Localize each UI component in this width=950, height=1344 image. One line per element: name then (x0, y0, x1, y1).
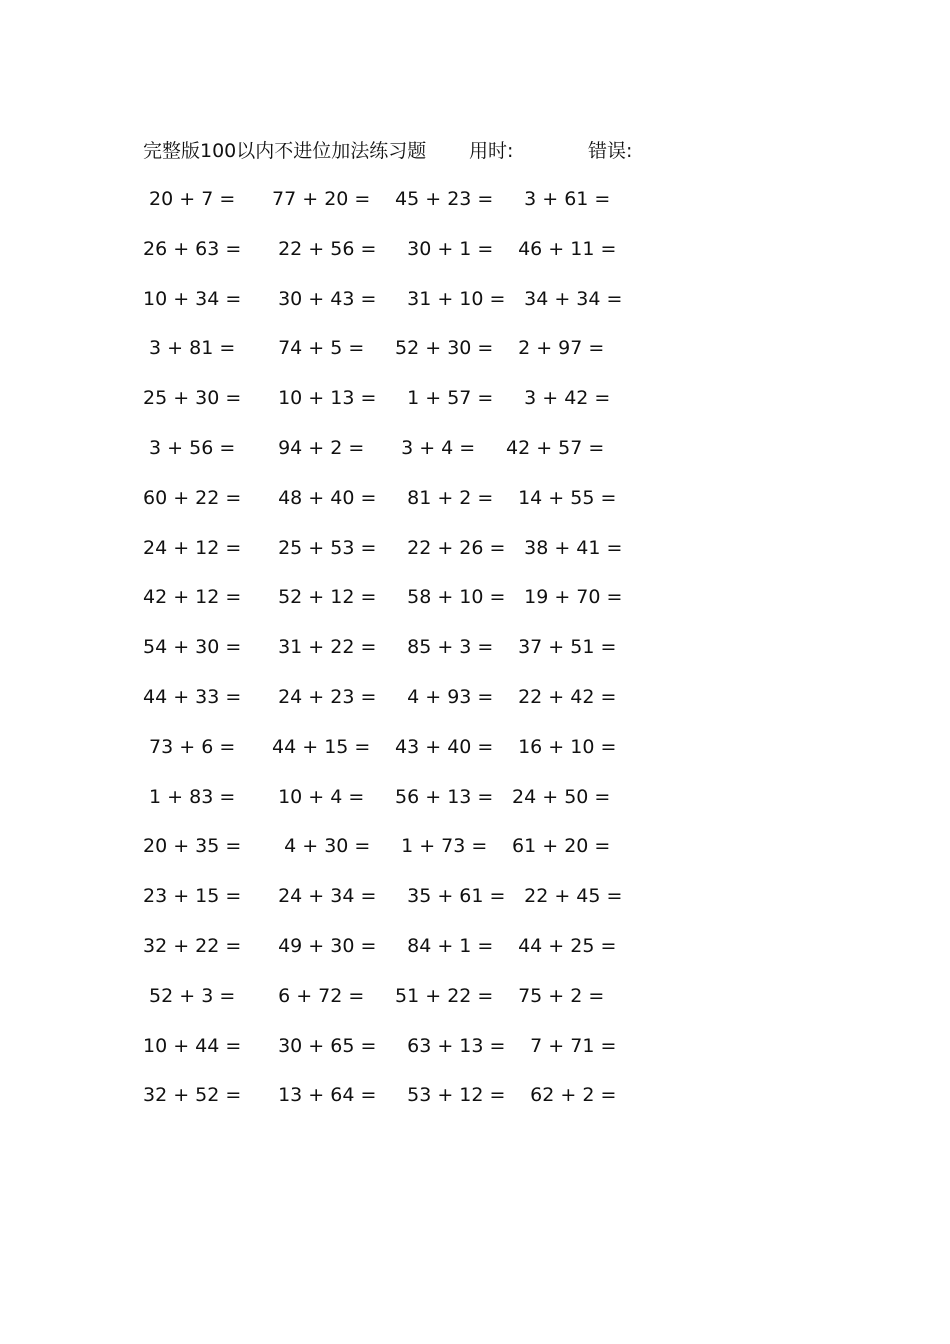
problem-item: 54 + 30 = (143, 636, 242, 659)
problem-item: 26 + 63 = (143, 237, 242, 260)
problem-row (0, 782, 950, 832)
problem-item: 4 + 30 = (266, 835, 371, 858)
problem-item: 22 + 45 = (506, 885, 623, 908)
problem-item: 3 + 56 = (143, 436, 236, 459)
problem-item: 20 + 7 = (143, 188, 236, 210)
problem-row (0, 931, 950, 981)
problem-item: 1 + 73 = (389, 835, 488, 858)
problem-row (0, 184, 950, 234)
problem-item: 73 + 6 = (143, 735, 236, 758)
problem-item: 31 + 22 = (266, 636, 377, 659)
problem-item: 4 + 93 = (389, 685, 494, 708)
problem-item: 25 + 53 = (266, 536, 377, 559)
problem-row (0, 533, 950, 583)
problem-item: 44 + 25 = (506, 934, 617, 957)
problem-row (0, 831, 950, 881)
problem-row (0, 881, 950, 931)
problem-row (0, 981, 950, 1031)
problem-item: 2 + 97 = (506, 337, 605, 360)
problem-item: 61 + 20 = (506, 835, 611, 858)
problem-item: 43 + 40 = (389, 735, 494, 758)
problem-item: 3 + 4 = (389, 436, 476, 459)
problem-item: 63 + 13 = (389, 1034, 506, 1057)
problem-item: 10 + 4 = (266, 785, 365, 808)
problem-item: 6 + 72 = (266, 984, 365, 1007)
problem-item: 42 + 12 = (143, 586, 242, 609)
problem-item: 94 + 2 = (266, 436, 365, 459)
worksheet-title: 完整版100以内不进位加法练习题 (143, 140, 427, 162)
problem-item: 7 + 71 = (506, 1034, 617, 1057)
problem-row (0, 284, 950, 334)
problem-row (0, 234, 950, 284)
problem-item: 34 + 34 = (506, 287, 623, 310)
problem-item: 53 + 12 = (389, 1084, 506, 1107)
problem-item: 22 + 56 = (266, 237, 377, 260)
error-label: 错误: (588, 140, 633, 162)
problem-item: 74 + 5 = (266, 337, 365, 360)
problem-item: 3 + 42 = (506, 387, 611, 410)
problem-item: 58 + 10 = (389, 586, 506, 609)
problem-item: 30 + 65 = (266, 1034, 377, 1057)
problem-item: 84 + 1 = (389, 934, 494, 957)
problem-item: 42 + 57 = (506, 436, 605, 459)
problem-item: 3 + 81 = (143, 337, 236, 360)
problem-item: 10 + 44 = (143, 1034, 242, 1057)
problem-item: 51 + 22 = (389, 984, 494, 1007)
problem-item: 75 + 2 = (506, 984, 605, 1007)
problem-row (0, 1080, 950, 1130)
problem-row (0, 433, 950, 483)
problem-row (0, 483, 950, 533)
problem-item: 35 + 61 = (389, 885, 506, 908)
worksheet-header (0, 136, 950, 166)
problem-item: 24 + 34 = (266, 885, 377, 908)
problem-item: 45 + 23 = (389, 188, 494, 210)
problem-item: 52 + 30 = (389, 337, 494, 360)
problem-item: 85 + 3 = (389, 636, 494, 659)
problem-item: 81 + 2 = (389, 486, 494, 509)
problem-row (0, 333, 950, 383)
problem-item: 24 + 23 = (266, 685, 377, 708)
problem-item: 32 + 52 = (143, 1084, 242, 1107)
problem-item: 56 + 13 = (389, 785, 494, 808)
problem-row (0, 682, 950, 732)
problem-item: 38 + 41 = (506, 536, 623, 559)
problem-item: 60 + 22 = (143, 486, 242, 509)
problem-row (0, 1031, 950, 1081)
problem-item: 14 + 55 = (506, 486, 617, 509)
problem-item: 1 + 57 = (389, 387, 494, 410)
problem-item: 49 + 30 = (266, 934, 377, 957)
problem-item: 48 + 40 = (266, 486, 377, 509)
problem-item: 10 + 34 = (143, 287, 242, 310)
problem-item: 20 + 35 = (143, 835, 242, 858)
problem-item: 24 + 50 = (506, 785, 611, 808)
problem-item: 10 + 13 = (266, 387, 377, 410)
problem-item: 44 + 33 = (143, 685, 242, 708)
problem-item: 44 + 15 = (266, 735, 371, 758)
problem-row (0, 732, 950, 782)
problem-item: 30 + 1 = (389, 237, 494, 260)
problem-item: 30 + 43 = (266, 287, 377, 310)
problem-item: 24 + 12 = (143, 536, 242, 559)
problem-item: 37 + 51 = (506, 636, 617, 659)
problem-item: 32 + 22 = (143, 934, 242, 957)
problem-item: 13 + 64 = (266, 1084, 377, 1107)
problem-item: 23 + 15 = (143, 885, 242, 908)
problem-item: 77 + 20 = (266, 188, 371, 210)
problem-row (0, 383, 950, 433)
problem-item: 25 + 30 = (143, 387, 242, 410)
problem-item: 19 + 70 = (506, 586, 623, 609)
problem-item: 62 + 2 = (506, 1084, 617, 1107)
problem-grid (0, 184, 950, 1130)
problem-item: 46 + 11 = (506, 237, 617, 260)
problem-item: 16 + 10 = (506, 735, 617, 758)
problem-item: 52 + 12 = (266, 586, 377, 609)
problem-item: 22 + 42 = (506, 685, 617, 708)
problem-item: 3 + 61 = (506, 188, 611, 210)
problem-item: 31 + 10 = (389, 287, 506, 310)
problem-item: 52 + 3 = (143, 984, 236, 1007)
problem-row (0, 582, 950, 632)
problem-item: 22 + 26 = (389, 536, 506, 559)
problem-row (0, 632, 950, 682)
time-label: 用时: (469, 140, 514, 162)
problem-item: 1 + 83 = (143, 785, 236, 808)
